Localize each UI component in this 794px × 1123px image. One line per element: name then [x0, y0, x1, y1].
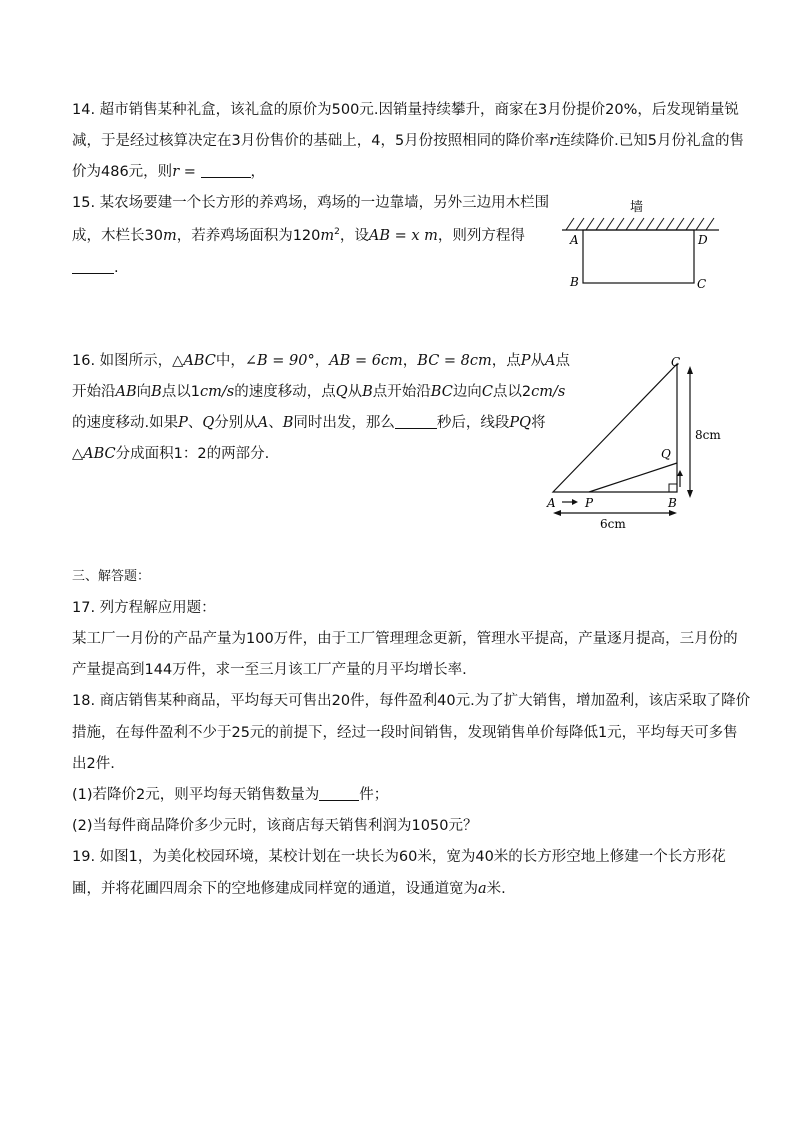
- label-B: B: [570, 275, 579, 289]
- q16-line-2: 开始沿AB向B点以1cm/s的速度移动，点Q从B点开始沿BC边向C点以2cm/s: [72, 384, 566, 400]
- label-6cm: 6cm: [600, 517, 626, 531]
- label-C: C: [697, 277, 707, 291]
- wall-label: 墙: [630, 200, 644, 215]
- q19-line-1: 19. 如图1，为美化校园环境，某校计划在一块长为60米，宽为40米的长方形空地上修建一个长方形花: [72, 849, 726, 865]
- q17-title: 17. 列方程解应用题：: [72, 600, 216, 616]
- q18-answer-blank[interactable]: [319, 786, 359, 801]
- q15-answer-blank[interactable]: [72, 259, 114, 274]
- right-angle-mark: [669, 484, 677, 492]
- q17-line-1: 某工厂一月份的产品产量为100万件，由于工厂管理理念更新，管理水平提高，产量逐月提高，三月份的: [72, 631, 738, 647]
- label-P: P: [585, 496, 594, 510]
- q18-line-2: 措施，在每件盈利不少于25元的前提下，经过一段时间销售，发现销售单价每降低1元，平均每天可多售: [72, 725, 738, 741]
- segment-pq: [589, 463, 677, 492]
- q15-line-1: 15. 某农场要建一个长方形的养鸡场，鸡场的一边靠墙，另外三边用木栏围: [72, 195, 550, 211]
- q18-line-1: 18. 商店销售某种商品，平均每天可售出20件，每件盈利40元.为了扩大销售，增加盈利，该店采取了降价: [72, 693, 751, 709]
- q17-line-2: 产量提高到144万件，求一至三月该工厂产量的月平均增长率.: [72, 662, 467, 678]
- q15-line-2: 成，木栏长30m，若养鸡场面积为$120m^2$，设AB = x m，则列方程得: [72, 227, 525, 244]
- q19-line-2: 圃，并将花圃四周余下的空地修建成同样宽的通道，设通道宽为a米.: [72, 881, 506, 897]
- label-Q: Q: [661, 447, 671, 461]
- label-D: D: [698, 233, 708, 247]
- label-B: B: [668, 496, 677, 510]
- q18-sub-1: (1)若降价2元，则平均每天销售数量为 件；: [72, 787, 389, 803]
- q16-line-4: △ABC分成面积1：2的两部分.: [72, 446, 270, 462]
- q18-line-3: 出2件.: [72, 756, 115, 772]
- q15-line-3: .: [72, 258, 119, 280]
- q15-figure: [552, 196, 728, 296]
- label-C: C: [671, 355, 681, 369]
- wall-hatching: [566, 218, 714, 230]
- label-8cm: 8cm: [695, 428, 721, 442]
- triangle-abc: [553, 364, 677, 492]
- q14-line-3: 价为486元，则r = ，: [72, 164, 265, 180]
- section-heading: 三、解答题：: [72, 569, 151, 584]
- label-A: A: [547, 496, 556, 510]
- q18-sub-2: (2)当每件商品降价多少元时，该商店每天销售利润为1050元？: [72, 818, 478, 834]
- q14-line-2: 减，于是经过核算决定在3月份售价的基础上，4，5月份按照相同的降价率r连续降价.已知5月份礼盒的售: [72, 133, 744, 149]
- q14-answer-blank[interactable]: [201, 163, 251, 178]
- label-A: A: [570, 233, 579, 247]
- q16-line-1: 16. 如图所示，△ABC中，∠B = 90°，AB = 6cm，BC = 8cm，点P从A点: [72, 353, 571, 369]
- q16-line-3: 的速度移动.如果P、Q分别从A、B同时出发，那么 秒后，线段PQ将: [72, 415, 546, 431]
- coop-rectangle: [583, 230, 694, 283]
- q16-answer-blank[interactable]: [395, 414, 437, 429]
- q14-line-1: 14. 超市销售某种礼盒，该礼盒的原价为500元.因销量持续攀升，商家在3月份提价20%，后发现销量锐: [72, 102, 739, 118]
- q16-figure: [540, 350, 740, 540]
